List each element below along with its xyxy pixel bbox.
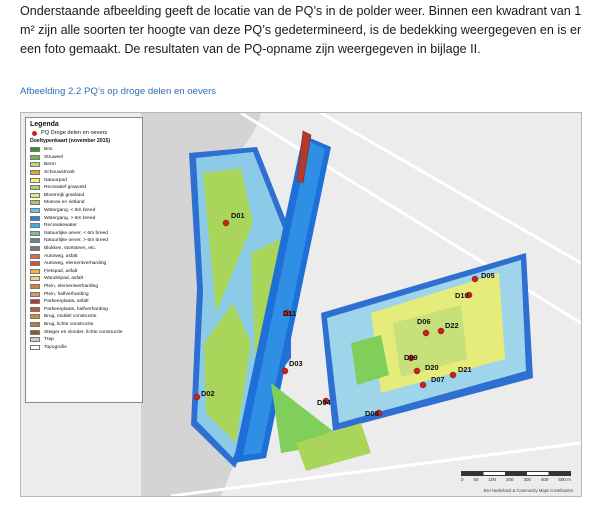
- scale-tick: 200: [505, 477, 514, 482]
- legend-swatch: [30, 254, 40, 259]
- legend-title: Legenda: [30, 121, 59, 128]
- legend-swatch: [30, 261, 40, 266]
- scale-bar: [461, 471, 571, 482]
- legend-swatch: [30, 330, 40, 335]
- legend-pq-entry: [30, 130, 138, 136]
- scale-tick: 0: [461, 477, 464, 482]
- pq-label-d22: D22: [445, 321, 459, 330]
- legend-item-label: Watergang, < 6m breed: [44, 208, 96, 214]
- pq-label-d07: D07: [431, 375, 445, 384]
- legend-item: [30, 192, 138, 200]
- scale-tick: 400: [540, 477, 549, 482]
- legend-swatch: [30, 223, 40, 228]
- pq-marker-d05[interactable]: [472, 276, 478, 282]
- legend-item: [30, 343, 138, 351]
- legend-item: [30, 222, 138, 230]
- pq-marker-d22[interactable]: [438, 328, 444, 334]
- legend-item: [30, 245, 138, 253]
- legend-swatch: [30, 231, 40, 236]
- pq-label-d20: D20: [425, 363, 439, 372]
- legend-item: [30, 260, 138, 268]
- legend-item-label: Bloemrijk grasland: [44, 192, 85, 198]
- legend-swatch: [30, 276, 40, 281]
- legend-swatch: [30, 292, 40, 297]
- pq-marker-d07[interactable]: [420, 382, 426, 388]
- legend-pq-label: PQ Droge delen en oevers: [41, 130, 108, 136]
- legend-item: [30, 184, 138, 192]
- legend-swatch: [30, 284, 40, 289]
- pq-marker-d03[interactable]: [282, 368, 288, 374]
- legend-item-label: Plein, elementverharding: [44, 283, 99, 289]
- figure-caption: Afbeelding 2.2 PQ’s op droge delen en oevers: [20, 86, 217, 97]
- pq-label-d11: D11: [283, 309, 297, 318]
- legend-item-label: Berm: [44, 162, 56, 168]
- pq-label-d03: D03: [289, 359, 303, 368]
- legend-swatch: [30, 246, 40, 251]
- legend-item: [30, 214, 138, 222]
- legend-item: [30, 199, 138, 207]
- legend-item: [30, 328, 138, 336]
- legend-item: [30, 336, 138, 344]
- legend-item-label: Autoweg, asfalt: [44, 253, 78, 259]
- pq-label-d10: D10: [455, 291, 469, 300]
- scale-tick: 500 m: [558, 477, 571, 482]
- legend-item-label: Trap: [44, 337, 54, 343]
- legend-item-label: Moeras en rietland: [44, 200, 85, 206]
- legend-swatch: [30, 299, 40, 304]
- pq-marker-d20[interactable]: [414, 368, 420, 374]
- legend-item-label: Bos: [44, 147, 53, 153]
- legend-item-label: Watergang, > 6m breed: [44, 215, 96, 221]
- legend-swatch: [30, 155, 40, 160]
- legend-swatch: [30, 200, 40, 205]
- legend-items: [30, 146, 138, 351]
- legend-swatch: [30, 162, 40, 167]
- legend-item-label: Natuurlijke oever, > 6m breed: [44, 238, 109, 244]
- legend-item: [30, 298, 138, 306]
- legend-item-label: Natuurlijke oever, < 6m breed: [44, 230, 109, 236]
- legend-item-label: Parkeerplaats, asfalt: [44, 299, 89, 305]
- legend-swatch: [30, 170, 40, 175]
- pq-label-d01: D01: [231, 211, 245, 220]
- legend-swatch: [30, 345, 40, 350]
- legend-item-label: Schouwstrook: [44, 170, 75, 176]
- pq-label-d06: D06: [417, 317, 431, 326]
- legend-item-label: Parkeerplaats, halfverharding: [44, 306, 108, 312]
- legend-item-label: Autoweg, elementverharding: [44, 261, 107, 267]
- map-credits: Esri Nederland & Community Maps Contributors: [483, 488, 573, 493]
- legend-swatch: [30, 185, 40, 190]
- legend-item: [30, 268, 138, 276]
- legend-item-label: Wandelpad, asfalt: [44, 276, 83, 282]
- legend-item: [30, 146, 138, 154]
- pq-label-d02: D02: [201, 389, 215, 398]
- pq-label-d21: D21: [458, 365, 472, 374]
- legend-item-label: Recreatief grasveld: [44, 185, 87, 191]
- legend-item-label: Topografie: [44, 344, 67, 350]
- pq-label-d09: D09: [404, 353, 418, 362]
- legend-swatch: [30, 337, 40, 342]
- legend-item: [30, 252, 138, 260]
- legend-item: [30, 321, 138, 329]
- legend-item-label: Brug, lichte constructie: [44, 321, 94, 327]
- legend-item-label: Steiger en vlonder, lichte constructie: [44, 329, 123, 335]
- pq-marker-d02[interactable]: [194, 394, 200, 400]
- legend-swatch: [30, 193, 40, 198]
- pq-marker-d06[interactable]: [423, 330, 429, 336]
- legend-item: [30, 207, 138, 215]
- legend-item-label: Fietspad, asfalt: [44, 268, 78, 274]
- legend-item-label: Natuurpad: [44, 177, 67, 183]
- map-legend: [25, 117, 143, 403]
- legend-item: [30, 237, 138, 245]
- legend-item-label: Struweel: [44, 154, 64, 160]
- legend-swatch: [30, 216, 40, 221]
- scale-tick: 300: [523, 477, 531, 482]
- legend-item: [30, 283, 138, 291]
- legend-item: [30, 290, 138, 298]
- legend-swatch: [30, 314, 40, 319]
- map-figure: [20, 112, 582, 497]
- legend-swatch: [30, 322, 40, 327]
- legend-item: [30, 169, 138, 177]
- legend-item-label: Recreatiewater: [44, 223, 77, 229]
- legend-item: [30, 275, 138, 283]
- scale-tick: 100: [488, 477, 496, 482]
- pq-label-d05: D05: [481, 271, 495, 280]
- scale-bar-graphic: [461, 471, 571, 476]
- legend-item: [30, 230, 138, 238]
- legend-item: [30, 176, 138, 184]
- legend-item-label: Brug, middel constructie: [44, 314, 97, 320]
- legend-item: [30, 154, 138, 162]
- scale-ticks: [461, 477, 571, 482]
- legend-item: [30, 305, 138, 313]
- legend-item: [30, 313, 138, 321]
- legend-swatch: [30, 238, 40, 243]
- intro-paragraph: Onderstaande afbeelding geeft de locatie van de PQ’s in de polder weer. Binnen een kwadrant van 1 m² zijn alle soorten ter hoogte van deze PQ’s gedetermineerd, is de bedekking weergegeven en is er een foto gemaakt. De resultaten van de PQ-opname zijn weergegeven in bijlage II.: [20, 4, 582, 56]
- pq-dot-icon: [32, 131, 37, 136]
- legend-item-label: Plein, halfverharding: [44, 291, 89, 297]
- pq-label-d08: D08: [365, 409, 379, 418]
- pq-marker-d01[interactable]: [223, 220, 229, 226]
- legend-swatch: [30, 269, 40, 274]
- legend-subtitle: Doeltypenkaart (november 2015): [30, 138, 111, 144]
- legend-item-label: Blokken, stortsteen, etc.: [44, 246, 97, 252]
- pq-marker-d21[interactable]: [450, 372, 456, 378]
- scale-tick: 50: [473, 477, 479, 482]
- legend-item: [30, 161, 138, 169]
- legend-swatch: [30, 178, 40, 183]
- pq-label-d04: D04: [317, 398, 331, 407]
- legend-swatch: [30, 208, 40, 213]
- legend-swatch: [30, 147, 40, 152]
- legend-swatch: [30, 307, 40, 312]
